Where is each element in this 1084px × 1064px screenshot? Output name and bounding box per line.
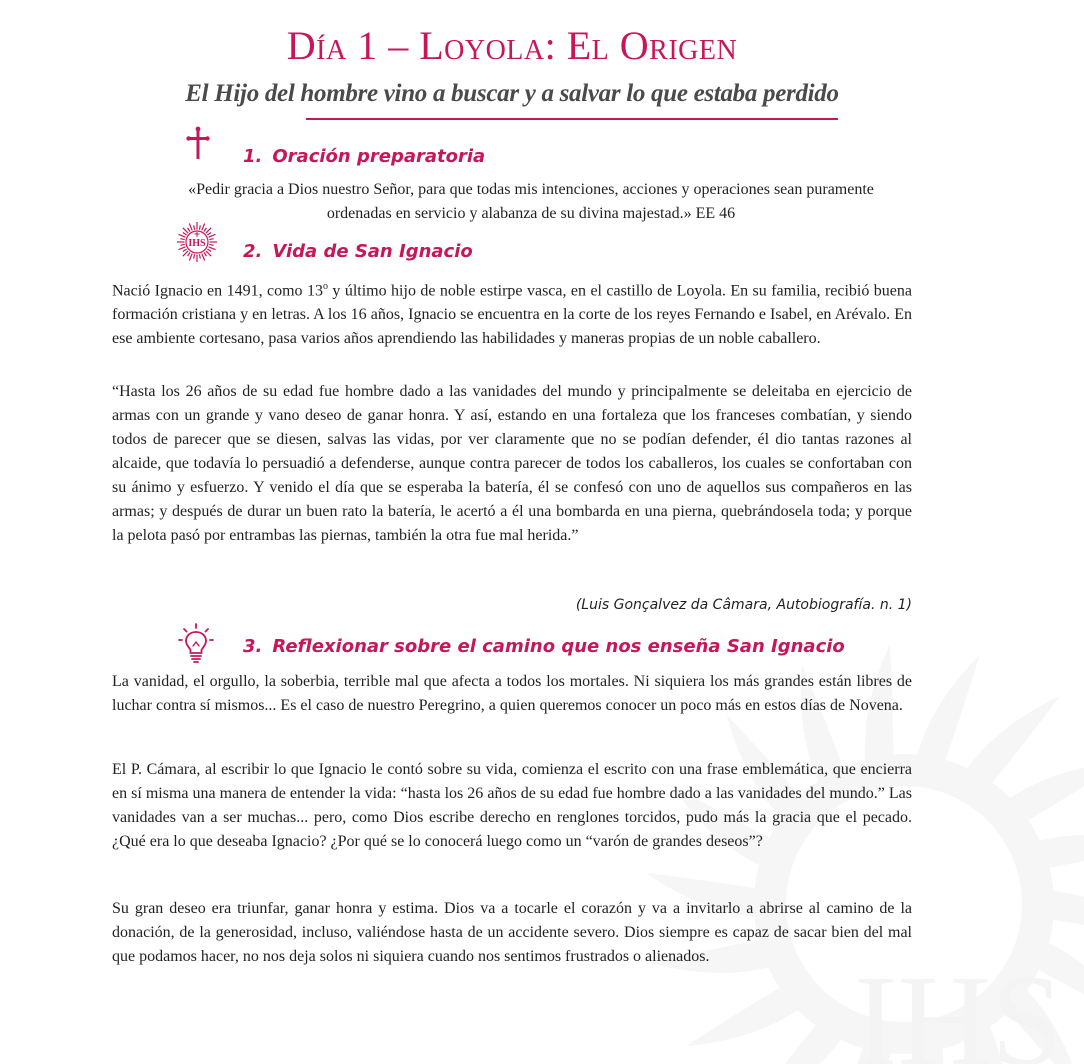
citation: (Luis Gonçalvez da Câmara, Autobiografía. n. 1) <box>575 597 912 613</box>
section-number: 3. <box>243 636 263 657</box>
sun-ray <box>204 228 207 232</box>
sun-ray <box>199 225 200 229</box>
life-text-b: y último hijo de noble estirpe vasca, en el castillo de Loyola. En su familia, recibió buena formación cristiana y en letras. A los 16 años, Ignacio se encuentra en la corte de los reyes Fernando e Isabel, en Arévalo. En ese ambiente cortesano, pasa varios años aprendiendo las habilidades y maneras propias de un noble caballero. <box>112 282 913 348</box>
section-title: Reflexionar sobre el camino que nos enseña San Ignacio <box>272 636 845 657</box>
section-number: 2. <box>243 241 263 262</box>
sun-ray <box>179 234 186 237</box>
sun-ray <box>188 228 191 232</box>
sun-ray <box>209 239 213 240</box>
reflection-paragraph-2: El P. Cámara, al escribir lo que Ignacio le contó sobre su vida, comienza el escrito con una frase emblemática, que encierra en sí misma una manera de entender la vida: “hasta los 26 años de su edad fue hombre dado a las vanidades del mundo.” Las vanidades van a ser muchas... pero, como Dios escribe derecho en renglones torcidos, pudo más la gracia que el pecado. ¿Qué era lo que deseaba Ignacio? ¿Por qué se lo conocerá luego como un “varón de grandes deseos”? <box>112 761 912 850</box>
sun-ray <box>209 247 216 250</box>
sun-ray <box>183 233 187 236</box>
section-title: Oración preparatoria <box>272 146 486 167</box>
sun-ray <box>189 254 192 261</box>
sun-ray <box>188 252 191 256</box>
life-text-a: Nació Ignacio en 1491, como 13 <box>112 282 323 300</box>
ihs-sun-icon <box>176 221 218 263</box>
sun-ray <box>209 234 216 237</box>
section-title: Vida de San Ignacio <box>272 241 473 262</box>
sun-ray <box>207 249 211 252</box>
section-heading-reflection <box>243 636 845 657</box>
cross-icon <box>186 126 210 160</box>
sun-ray <box>179 247 186 250</box>
sun-ray <box>207 233 211 236</box>
sun-ray <box>202 254 205 261</box>
page-subtitle: El Hijo del hombre vino a buscar y a salvar lo que estaba perdido <box>185 80 839 107</box>
title-divider <box>306 118 838 120</box>
reflection-paragraph-3: Su gran deseo era triunfar, ganar honra y estima. Dios va a tocarle el corazón y va a invitarlo a abrirse al camino de la donación, de la generosidad, incluso, valiéndose hasta de un accidente severo. Dios siempre es capaz de sacar bien del mal que podamos hacer, no nos deja solos ni siquiera cuando nos sentimos frustrados o alienados. <box>112 900 912 965</box>
sun-ray <box>189 224 192 231</box>
sun-ray <box>180 244 184 245</box>
sun-ray <box>204 252 207 256</box>
sun-ray <box>202 224 205 231</box>
sun-ray <box>180 239 184 240</box>
sun-ray <box>194 225 195 229</box>
lightbulb-icon <box>178 622 214 664</box>
sun-ray <box>194 254 195 258</box>
section-number: 1. <box>243 146 263 167</box>
sun-ray <box>209 244 213 245</box>
prayer-quote: «Pedir gracia a Dios nuestro Señor, para que todas mis intenciones, acciones y operaciones sean puramente ordenadas en servicio y alabanza de su divina majestad.» EE 46 <box>188 181 874 222</box>
sun-ray <box>183 249 187 252</box>
page-title: Día 1 – Loyola: El Origen <box>286 23 738 68</box>
reflection-paragraph-1: La vanidad, el orgullo, la soberbia, terrible mal que afecta a todos los mortales. Ni siquiera los más grandes están libres de luchar contra sí mismos... Es el caso de nuestro Peregrino, a quien queremos conocer un poco más en estos días de Novena. <box>112 673 912 714</box>
section-heading-prayer <box>243 146 485 167</box>
svg-text:IHS: IHS <box>188 238 206 249</box>
sun-ray <box>199 254 200 258</box>
section-heading-life <box>243 241 473 262</box>
life-paragraph-1 <box>112 275 912 351</box>
ordinal-sup: o <box>322 281 328 292</box>
svg-text:IHS: IHS <box>854 949 1064 1064</box>
life-paragraph-2: “Hasta los 26 años de su edad fue hombre dado a las vanidades del mundo y principalmente se deleitaba en ejercicio de armas con un grande y vano deseo de ganar honra. Y así, estando en una fortaleza que los franceses combatían, y siendo todos de parecer que se diesen, salvas las vidas, por ver claramente que no se podían defender, él dio tantas razones al alcaide, que todavía lo persuadió a defenderse, aunque contra parecer de todos los caballeros, los cuales se confortaban con su ánimo y esfuerzo. Y venido el día que se esperaba la batería, él se confesó con uno de aquellos sus compañeros en las armas; y después de durar un buen rato la batería, le acertó a él una bombarda en una pierna, quebrándosela toda; y porque la pelota pasó por entrambas las piernas, también la otra fue mal herida.” <box>112 383 912 544</box>
